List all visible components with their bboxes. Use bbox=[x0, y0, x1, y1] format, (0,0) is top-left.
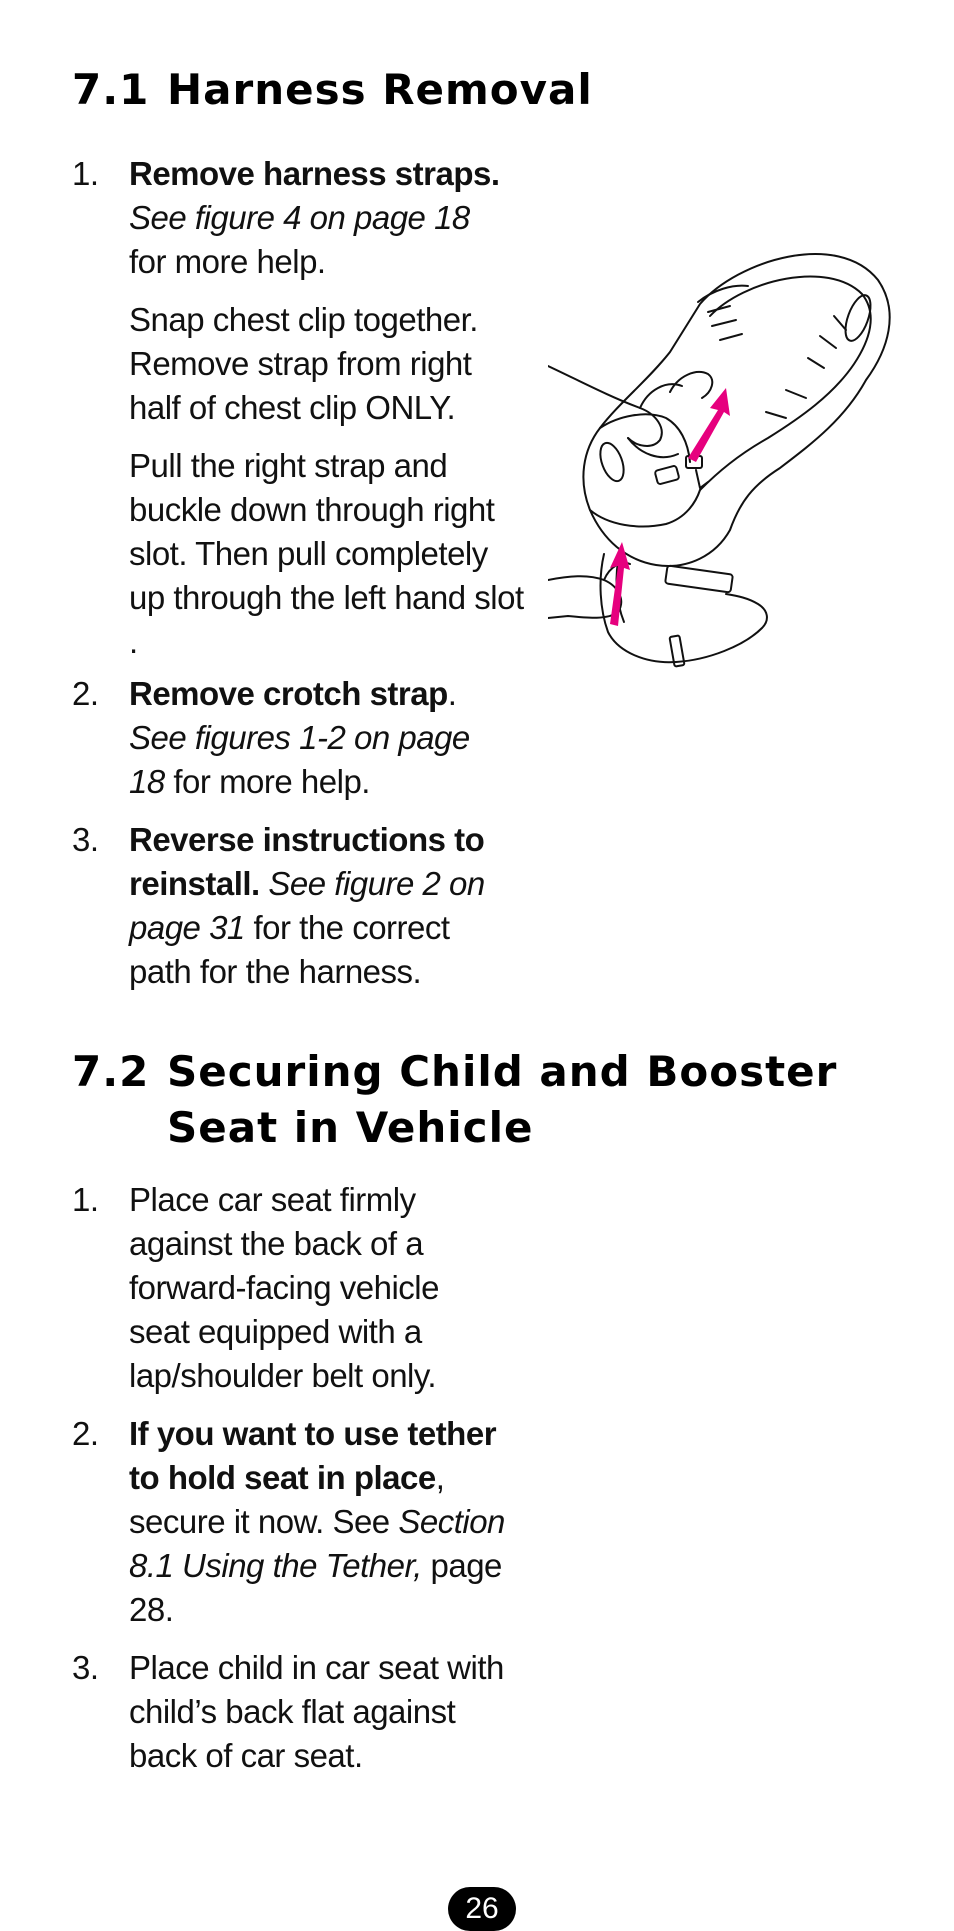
page-number: 26 bbox=[448, 1887, 516, 1931]
list-item bbox=[72, 1178, 532, 1412]
item-text: . bbox=[447, 675, 457, 712]
item-text: Place car seat firmly against the back of a forward-facing vehicle seat equipped with a lap/shoulder belt only. bbox=[129, 1181, 439, 1394]
cross-reference: See figure 4 on page 18 bbox=[129, 199, 470, 236]
item-text: for more help. bbox=[164, 763, 370, 800]
item-paragraph: Pull the right strap and buckle down through right slot. Then pull completely up through the left hand slot . bbox=[129, 447, 524, 660]
item-number: 3. bbox=[72, 1649, 99, 1686]
list-item bbox=[72, 672, 532, 818]
item-number: 1. bbox=[72, 155, 99, 192]
item-lead: If you want to use tether to hold seat in place bbox=[129, 1415, 497, 1496]
cross-reference: Section 8.1 Using the Tether, bbox=[129, 1503, 505, 1584]
list-item bbox=[72, 152, 532, 678]
item-text: for more help. bbox=[129, 243, 326, 280]
item-lead: Remove harness straps. bbox=[129, 155, 500, 192]
cross-reference: See figures 1-2 on page 18 bbox=[129, 719, 470, 800]
section-number: 7.2 bbox=[72, 1047, 150, 1096]
item-text: , bbox=[435, 1459, 445, 1496]
seat-shell bbox=[583, 254, 889, 566]
list-item bbox=[72, 1412, 532, 1646]
list-item bbox=[72, 818, 532, 1008]
cross-reference: See figure 2 on page 31 bbox=[129, 865, 485, 946]
section-title: Harness Removal bbox=[167, 65, 593, 114]
item-number: 1. bbox=[72, 1181, 99, 1218]
item-text: page 28. bbox=[129, 1547, 502, 1628]
section-title-line-2: Seat in Vehicle bbox=[167, 1103, 534, 1152]
car-seat-illustration bbox=[548, 240, 898, 680]
item-number: 3. bbox=[72, 821, 99, 858]
section-heading-7-1 bbox=[72, 62, 593, 118]
list-item bbox=[72, 1646, 532, 1792]
section-title: Securing Child and Booster bbox=[167, 1047, 838, 1096]
item-text: Place child in car seat with child’s back flat against back of car seat. bbox=[129, 1649, 504, 1774]
item-text: for the correct path for the harness. bbox=[129, 909, 450, 990]
section-heading-7-2 bbox=[72, 1044, 837, 1156]
item-number: 2. bbox=[72, 675, 99, 712]
item-text: secure it now. See bbox=[129, 1503, 399, 1540]
section-number: 7.1 bbox=[72, 65, 150, 114]
item-lead: Reverse instructions to reinstall. bbox=[129, 821, 485, 902]
item-paragraph: Snap chest clip together. Remove strap from right half of chest clip ONLY. bbox=[129, 301, 478, 426]
item-number: 2. bbox=[72, 1415, 99, 1452]
item-lead: Remove crotch strap bbox=[129, 675, 448, 712]
